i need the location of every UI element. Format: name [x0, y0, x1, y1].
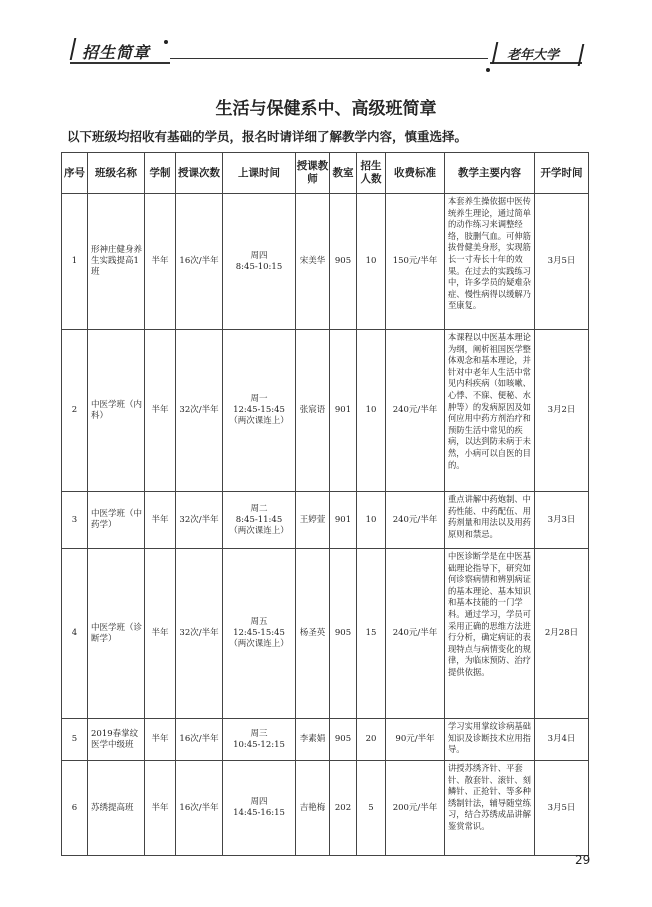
cell-name: 中医学班（内科） — [88, 330, 145, 492]
cell-time-hours: 12:45-15:45 — [233, 628, 285, 638]
cell-time-day: 周二 — [250, 503, 268, 514]
cell-teacher: 李素娟 — [296, 719, 330, 761]
table-row — [62, 549, 589, 719]
cell-name: 中医学班（诊断学） — [88, 549, 145, 719]
cell-no: 3 — [62, 492, 88, 549]
cell-size: 15 — [357, 549, 386, 719]
cell-size: 10 — [357, 194, 386, 330]
table-row — [62, 330, 589, 492]
cell-count: 16次/半年 — [176, 194, 223, 330]
cell-content: 本套养生操依据中医传统养生理论，通过简单的动作练习来调整经络，肢删气血。可伸筋拔骨健美身形，实现筋长一寸寿长十年的效果。在过去的实践练习中，许多学员的疑难杂症、慢性病得以缓解乃至康复。 — [445, 194, 535, 330]
cell-size: 5 — [357, 761, 386, 856]
header-rule-mid — [170, 58, 488, 59]
cell-system: 半年 — [145, 492, 176, 549]
page-title: 生活与保健系中、高级班简章 — [215, 99, 437, 119]
cell-time — [223, 492, 296, 549]
header-dot-mid — [486, 68, 490, 72]
table-row — [62, 761, 589, 856]
cell-size: 10 — [357, 492, 386, 549]
col-header-room: 教室 — [330, 153, 357, 194]
col-header-teacher: 授课教师 — [296, 153, 330, 194]
header-slash-left — [70, 38, 77, 60]
cell-start: 3月3日 — [535, 492, 589, 549]
cell-time-hours: 8:45-11:45 — [235, 514, 283, 525]
header-slash-right — [492, 42, 499, 64]
cell-time-day: 周三 — [250, 728, 268, 739]
table-row — [62, 719, 589, 761]
cell-time — [223, 194, 296, 330]
cell-system: 半年 — [145, 194, 176, 330]
cell-system: 半年 — [145, 549, 176, 719]
table-row — [62, 194, 589, 330]
cell-teacher: 宋美华 — [296, 194, 330, 330]
cell-fee: 200元/半年 — [386, 761, 445, 856]
cell-start: 3月2日 — [535, 330, 589, 492]
col-header-content: 教学主要内容 — [445, 153, 535, 194]
cell-name: 形神庄健身养生实践提高1班 — [88, 194, 145, 330]
cell-count: 16次/半年 — [176, 761, 223, 856]
cell-content: 本课程以中医基本理论为纲，阐析祖国医学整体观念和基本理论，并针对中老年人生活中常见内科疾病（如咳嗽、心悸、不寐、便秘、水肿等）的发病原因及如何应用中药方剂治疗和预防生活中常见的疾病，以达到防未病于未然，小病可以自医的目的。 — [445, 330, 535, 492]
cell-room: 905 — [330, 719, 357, 761]
cell-no: 5 — [62, 719, 88, 761]
cell-start: 2月28日 — [535, 549, 589, 719]
cell-no: 1 — [62, 194, 88, 330]
cell-time-note: （两次课连上） — [229, 525, 289, 536]
cell-size: 20 — [357, 719, 386, 761]
cell-time — [223, 761, 296, 856]
header-dot-left — [164, 40, 168, 44]
cell-size: 10 — [357, 330, 386, 492]
cell-room: 202 — [330, 761, 357, 856]
cell-room: 901 — [330, 330, 357, 492]
cell-start: 3月4日 — [535, 719, 589, 761]
cell-time-day: 周四 — [250, 797, 268, 807]
cell-content: 学习实用掌纹诊病基础知识及诊断技术应用指导。 — [445, 719, 535, 761]
table-header-row — [62, 153, 589, 194]
col-header-fee: 收费标准 — [386, 153, 445, 194]
cell-count: 16次/半年 — [176, 719, 223, 761]
table-row — [62, 492, 589, 549]
cell-count: 32次/半年 — [176, 330, 223, 492]
cell-system: 半年 — [145, 761, 176, 856]
cell-no: 6 — [62, 761, 88, 856]
cell-time-note: （两次课连上） — [229, 416, 289, 426]
cell-teacher: 王婷萱 — [296, 492, 330, 549]
cell-time-day: 周四 — [250, 250, 268, 261]
cell-name: 2019春掌纹医学中级班 — [88, 719, 145, 761]
cell-fee: 240元/半年 — [386, 492, 445, 549]
cell-fee: 240元/半年 — [386, 330, 445, 492]
cell-fee: 150元/半年 — [386, 194, 445, 330]
intro-text: 以下班级均招收有基础的学员，报名时请详细了解教学内容，慎重选择。 — [67, 129, 468, 144]
cell-no: 4 — [62, 549, 88, 719]
cell-fee: 240元/半年 — [386, 549, 445, 719]
cell-teacher: 吉艳梅 — [296, 761, 330, 856]
cell-count: 32次/半年 — [176, 549, 223, 719]
cell-teacher: 杨圣英 — [296, 549, 330, 719]
cell-teacher: 张宸语 — [296, 330, 330, 492]
cell-time-hours: 14:45-16:15 — [233, 808, 285, 818]
cell-room: 901 — [330, 492, 357, 549]
cell-time-day: 周一 — [250, 394, 268, 404]
cell-time — [223, 330, 296, 492]
header-right-title: 老年大学 — [507, 48, 560, 63]
cell-system: 半年 — [145, 719, 176, 761]
col-header-name: 班级名称 — [88, 153, 145, 194]
cell-start: 3月5日 — [535, 761, 589, 856]
cell-time — [223, 719, 296, 761]
cell-time-note: （两次课连上） — [229, 639, 289, 649]
page-header — [0, 0, 652, 80]
col-header-no: 序号 — [62, 153, 88, 194]
cell-system: 半年 — [145, 330, 176, 492]
cell-time — [223, 549, 296, 719]
col-header-count: 授课次数 — [176, 153, 223, 194]
course-table — [61, 152, 589, 856]
cell-content: 重点讲解中药炮制、中药性能、中药配伍、用药剂量和用法以及用药原则和禁忌。 — [445, 492, 535, 549]
cell-name: 中医学班（中药学） — [88, 492, 145, 549]
cell-time-hours: 10:45-12:15 — [233, 739, 285, 750]
cell-content: 讲授苏绣齐针、平套针、散套针、滚针、刻鳞针、正抢针、等多种绣制针法，辅导随堂练习，结合苏绣成品讲解鉴赏常识。 — [445, 761, 535, 856]
cell-time-day: 周五 — [250, 617, 268, 627]
col-header-system: 学制 — [145, 153, 176, 194]
cell-fee: 90元/半年 — [386, 719, 445, 761]
cell-no: 2 — [62, 330, 88, 492]
page-number: 29 — [575, 853, 591, 867]
cell-count: 32次/半年 — [176, 492, 223, 549]
cell-time-hours: 8:45-10:15 — [235, 261, 283, 272]
cell-name: 苏绣提高班 — [88, 761, 145, 856]
col-header-start: 开学时间 — [535, 153, 589, 194]
header-left-title: 招生简章 — [82, 43, 151, 62]
cell-time-hours: 12:45-15:45 — [233, 405, 285, 415]
cell-room: 905 — [330, 194, 357, 330]
col-header-time: 上课时间 — [223, 153, 296, 194]
cell-start: 3月5日 — [535, 194, 589, 330]
cell-room: 905 — [330, 549, 357, 719]
cell-content: 中医诊断学是在中医基础理论指导下，研究如何诊察病情和辨别病证的基本理论、基本知识和基本技能的一门学科。通过学习，学员可采用正确的思维方法进行分析，确定病证的表现特点与病情变化的规律，为临床预防、治疗提供依据。 — [445, 549, 535, 719]
col-header-size: 招生人数 — [357, 153, 386, 194]
